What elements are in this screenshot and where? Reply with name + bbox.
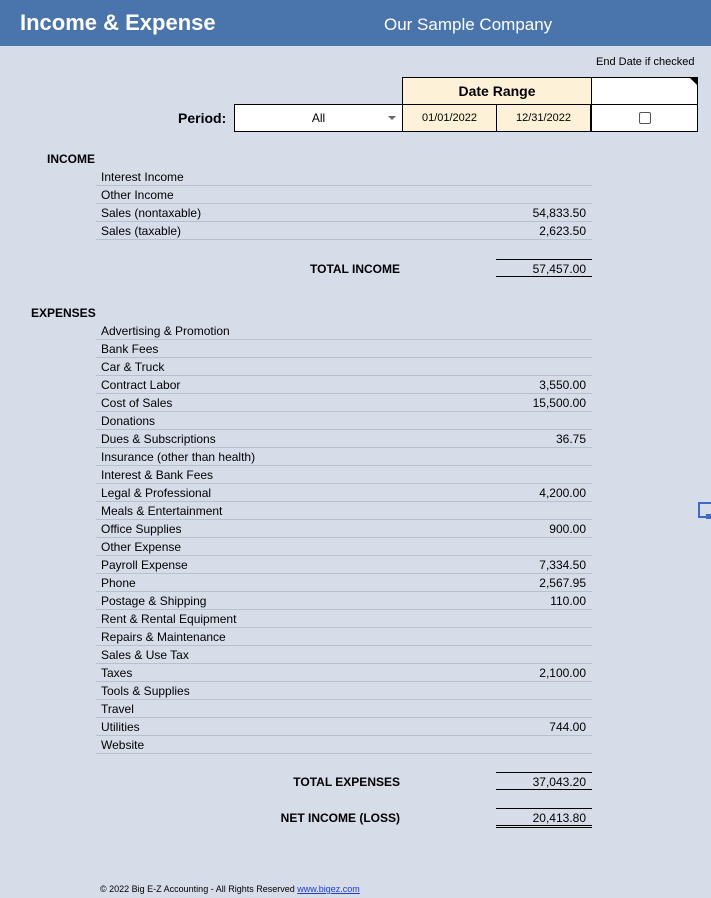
expense-row	[96, 736, 592, 754]
expense-amount: 4,200.00	[539, 486, 586, 500]
expense-amount-cell[interactable]	[496, 610, 592, 628]
income-row	[96, 204, 592, 222]
expense-row	[96, 376, 592, 394]
expense-amount-cell[interactable]	[496, 466, 592, 484]
expense-amount: 7,334.50	[539, 558, 586, 572]
income-row	[96, 186, 592, 204]
income-amount: 2,623.50	[539, 224, 586, 238]
expense-amount-cell[interactable]	[496, 322, 592, 340]
end-date-header-cell	[591, 77, 698, 104]
end-date-checkbox-cell[interactable]	[591, 104, 698, 132]
net-income-label: NET INCOME (LOSS)	[280, 811, 400, 825]
expense-amount-cell[interactable]	[496, 484, 592, 502]
total-income-label: TOTAL INCOME	[310, 262, 400, 276]
income-amount-cell[interactable]	[496, 204, 592, 222]
expense-row	[96, 412, 592, 430]
expense-row	[96, 646, 592, 664]
income-row-label: Other Income	[101, 188, 174, 202]
expense-amount-cell[interactable]	[496, 556, 592, 574]
expenses-section-label: EXPENSES	[31, 306, 96, 320]
expense-row	[96, 718, 592, 736]
expense-row	[96, 340, 592, 358]
period-label: Period:	[178, 110, 227, 126]
chevron-down-icon[interactable]	[388, 116, 396, 120]
expense-row	[96, 520, 592, 538]
expense-amount-cell[interactable]	[496, 448, 592, 466]
date-range-header: Date Range	[402, 77, 592, 104]
income-section-label: INCOME	[47, 152, 95, 166]
expense-amount: 15,500.00	[532, 396, 586, 410]
expense-amount-cell[interactable]	[496, 538, 592, 556]
expense-amount: 3,550.00	[539, 378, 586, 392]
expense-row	[96, 700, 592, 718]
expense-row-label: Bank Fees	[101, 342, 159, 356]
expense-amount-cell[interactable]	[496, 376, 592, 394]
expense-row-label: Insurance (other than health)	[101, 450, 256, 464]
expense-amount-cell[interactable]	[496, 628, 592, 646]
expense-amount-cell[interactable]	[496, 430, 592, 448]
start-date-field[interactable]: 01/01/2022	[402, 104, 497, 132]
net-income-value: 20,413.80	[532, 811, 586, 825]
expense-amount-cell[interactable]	[496, 682, 592, 700]
expense-amount: 900.00	[549, 522, 586, 536]
income-amount: 54,833.50	[532, 206, 586, 220]
income-row	[96, 168, 592, 186]
expense-amount-cell[interactable]	[496, 664, 592, 682]
header-bar	[0, 0, 711, 46]
footer-link[interactable]: www.bigez.com	[297, 884, 360, 894]
expense-row	[96, 628, 592, 646]
income-row-label: Sales (nontaxable)	[101, 206, 202, 220]
expense-row	[96, 502, 592, 520]
expense-row-label: Meals & Entertainment	[101, 504, 223, 518]
end-date-field[interactable]: 12/31/2022	[496, 104, 591, 132]
expense-row	[96, 394, 592, 412]
expense-amount-cell[interactable]	[496, 646, 592, 664]
expense-row-label: Sales & Use Tax	[101, 648, 189, 662]
expense-amount-cell[interactable]	[496, 394, 592, 412]
expense-row-label: Contract Labor	[101, 378, 181, 392]
total-expenses-label: TOTAL EXPENSES	[293, 775, 400, 789]
net-income-cell[interactable]	[496, 808, 592, 828]
expense-row-label: Donations	[101, 414, 156, 428]
expense-row-label: Rent & Rental Equipment	[101, 612, 237, 626]
expense-row	[96, 466, 592, 484]
expense-row-label: Tools & Supplies	[101, 684, 190, 698]
total-income-row	[96, 259, 592, 277]
end-date-checkbox[interactable]	[639, 112, 651, 124]
end-date-label: End Date if checked	[596, 56, 695, 68]
expense-row	[96, 610, 592, 628]
expense-row-label: Phone	[101, 576, 136, 590]
expense-row-label: Travel	[101, 702, 134, 716]
expense-row-label: Legal & Professional	[101, 486, 212, 500]
footer	[100, 884, 360, 894]
expense-row	[96, 574, 592, 592]
total-income-value: 57,457.00	[532, 262, 586, 276]
expense-row	[96, 592, 592, 610]
expense-row-label: Postage & Shipping	[101, 594, 207, 608]
expense-amount-cell[interactable]	[496, 412, 592, 430]
total-income-cell[interactable]	[496, 259, 592, 277]
total-expenses-value: 37,043.20	[532, 775, 586, 789]
expense-amount-cell[interactable]	[496, 592, 592, 610]
expense-row-label: Office Supplies	[101, 522, 182, 536]
expense-row	[96, 448, 592, 466]
income-amount-cell[interactable]	[496, 186, 592, 204]
amount-underline	[496, 753, 592, 754]
expense-row-label: Payroll Expense	[101, 558, 188, 572]
expense-row-label: Taxes	[101, 666, 133, 680]
period-dropdown[interactable]	[234, 104, 403, 132]
income-amount-cell[interactable]	[496, 168, 592, 186]
expense-row-label: Advertising & Promotion	[101, 324, 230, 338]
expense-row	[96, 682, 592, 700]
expense-amount-cell[interactable]	[496, 502, 592, 520]
expense-row-label: Car & Truck	[101, 360, 165, 374]
period-value: All	[311, 111, 326, 125]
company-name: Our Sample Company	[384, 15, 553, 34]
expense-amount-cell[interactable]	[496, 340, 592, 358]
expense-amount-cell[interactable]	[496, 520, 592, 538]
total-expenses-cell[interactable]	[496, 772, 592, 790]
expense-row	[96, 538, 592, 556]
expense-amount: 744.00	[549, 720, 586, 734]
expense-row-label: Interest & Bank Fees	[101, 468, 214, 482]
expense-row-label: Other Expense	[101, 540, 182, 554]
expense-row	[96, 322, 592, 340]
expense-amount-cell[interactable]	[496, 718, 592, 736]
page-title: Income & Expense	[20, 10, 216, 35]
expense-amount-cell[interactable]	[496, 700, 592, 718]
expense-amount-cell[interactable]	[496, 574, 592, 592]
expense-amount: 2,567.95	[539, 576, 586, 590]
comment-indicator-icon[interactable]	[690, 78, 697, 85]
expense-amount-cell[interactable]	[496, 736, 592, 754]
income-row-label: Interest Income	[101, 170, 184, 184]
expense-row	[96, 430, 592, 448]
expense-row-label: Website	[101, 738, 145, 752]
expense-row-label: Cost of Sales	[101, 396, 173, 410]
expense-row	[96, 484, 592, 502]
expense-row	[96, 358, 592, 376]
expense-row	[96, 664, 592, 682]
fill-handle[interactable]	[706, 514, 711, 519]
total-expenses-row	[96, 772, 592, 790]
footer-copyright: © 2022 Big E-Z Accounting - All Rights Reserved	[100, 884, 295, 894]
expense-row	[96, 556, 592, 574]
income-row-label: Sales (taxable)	[101, 224, 182, 238]
expense-row-label: Dues & Subscriptions	[101, 432, 216, 446]
expense-row-label: Utilities	[101, 720, 140, 734]
expense-amount-cell[interactable]	[496, 358, 592, 376]
amount-underline	[496, 239, 592, 240]
income-row	[96, 222, 592, 240]
net-income-row	[96, 808, 592, 826]
income-amount-cell[interactable]	[496, 222, 592, 240]
expense-amount: 2,100.00	[539, 666, 586, 680]
expense-amount: 110.00	[550, 594, 586, 608]
expense-row-label: Repairs & Maintenance	[101, 630, 226, 644]
expense-amount: 36.75	[555, 432, 586, 446]
